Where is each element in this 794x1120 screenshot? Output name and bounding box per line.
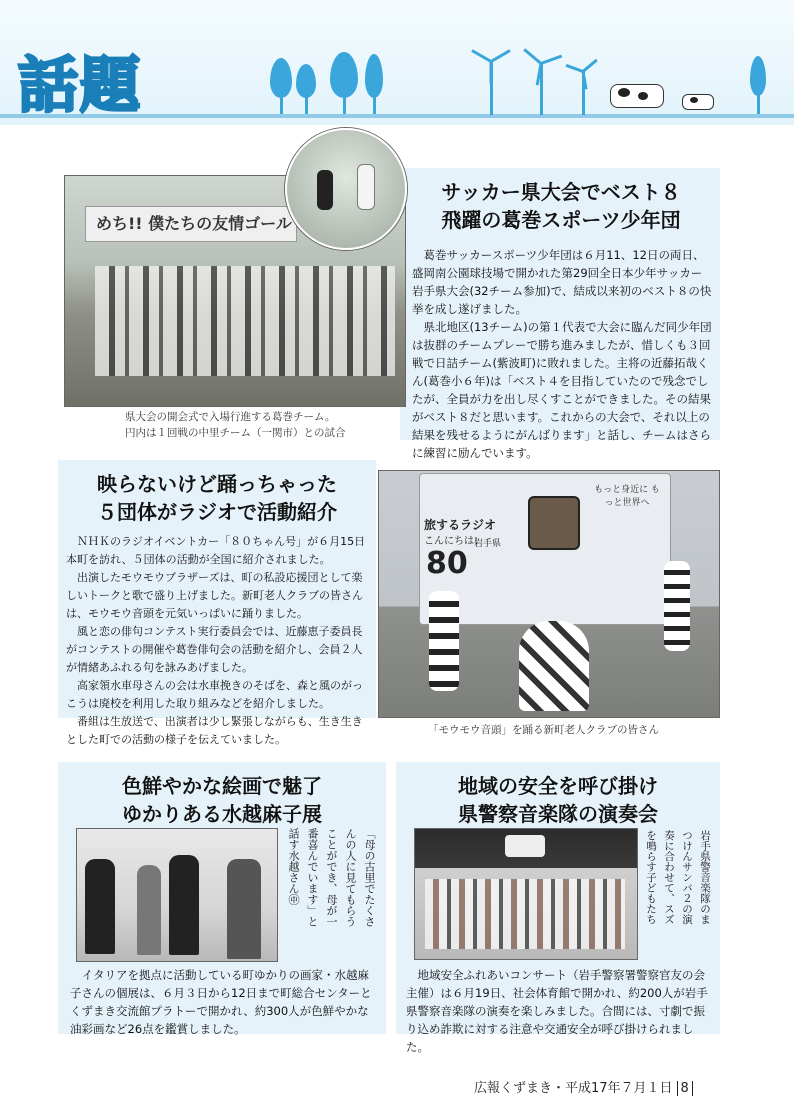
wind-turbine-icons: [460, 40, 620, 120]
page-number: 8: [677, 1081, 693, 1096]
art-exhibit-body: [70, 966, 376, 1038]
truck-label: 80: [426, 546, 468, 581]
police-band-side-caption: [638, 830, 714, 958]
page-title: 話題: [18, 51, 142, 121]
artist-quote: [283, 828, 379, 958]
quote-line: 話す水越さん㊥: [287, 828, 300, 905]
truck-label: もっと身近に もっと世界へ: [594, 485, 660, 508]
headline-line: 映らないけど踊っちゃった: [97, 472, 337, 496]
paragraph: イタリアを拠点に活動している町ゆかりの画家・水越麻子さんの個展は、６月３日から12日まで町総合センターとくずまき交流館プラトーで開かれ、約300人が色鮮やかな油彩画など26点を鑑賞しました。: [70, 968, 372, 1036]
caption-line: 奏に合わせて、スズ: [663, 830, 675, 925]
radio-photo-caption: 「モウモウ音頭」を踊る新町老人クラブの皆さん: [428, 724, 659, 736]
soccer-photo-caption: [125, 409, 400, 441]
page-footer: [474, 1077, 693, 1096]
soccer-headline: [408, 178, 714, 234]
caption-line: つけんサンバ２の演: [681, 830, 693, 925]
quote-line: んの人に見てもらう: [344, 828, 357, 927]
soccer-match-inset-photo: [285, 128, 407, 250]
art-exhibit-photo: [76, 828, 278, 962]
quote-line: 「母の古里でたくさ: [363, 828, 376, 927]
police-band-body: [406, 966, 714, 1056]
headline-line: サッカー県大会でベスト８: [441, 180, 681, 204]
art-exhibit-headline: [64, 772, 380, 828]
paragraph: 出演したモウモウブラザーズは、町の私設応援団として楽しいトークと歌で盛り上げました。新町老人クラブの皆さんは、モウモウ音頭を元気いっぱいに踊りました。: [66, 571, 363, 620]
cow-costume-dancer: [664, 561, 690, 651]
cow-icons: [606, 80, 726, 114]
quote-line: 番喜んでいます」と: [306, 828, 319, 927]
domo-kun-icon: [528, 496, 580, 550]
cow-costume-dancer: [519, 621, 589, 711]
paragraph: 風と恋の俳句コンテスト実行委員会では、近藤恵子委員長がコンテストの開催や葛巻俳句会の活動を紹介し、会員２人が情緒あふれる句を詠みあげました。: [66, 625, 363, 674]
person-figure: [137, 865, 161, 955]
team-banner: めち!! 僕たちの友情ゴール: [85, 206, 297, 242]
radio-article-body: [66, 533, 370, 749]
caption-line: 円内は１回戦の中里チーム（一関市）との試合: [125, 427, 346, 439]
person-figure: [85, 859, 115, 954]
person-figure: [169, 855, 199, 955]
headline-line: 県警察音楽隊の演奏会: [458, 802, 658, 826]
soccer-article-body: [412, 246, 712, 462]
truck-label: 岩手県: [474, 539, 502, 549]
headline-line: 飛躍の葛巻スポーツ少年団: [441, 208, 681, 232]
paragraph: 葛巻サッカースポーツ少年団は６月11、12日の両日、盛岡南公園球技場で開かれた第29回全日本少年サッカー岩手県大会(32チーム参加)で、結成以来初のベスト８の快挙を成し遂げました。: [412, 248, 712, 316]
radio-event-photo: [378, 470, 720, 718]
paragraph: 地域安全ふれあいコンサート（岩手警察署警察官友の会主催）は６月19日、社会体育館で開かれ、約200人が岩手県警察音楽隊の演奏を楽しみました。合間には、寸劇で振り込め詐欺に対する注意や交通安全が呼び掛けられました。: [406, 968, 708, 1054]
paragraph: 県北地区(13チーム)の第１代表で大会に臨んだ同少年団は抜群のチームプレーで勝ち進みましたが、惜しくも３回戦で日詰チーム(紫波町)に敗れました。主将の近藤拓哉くん(葛巻小６年)は「ベスト４を目指していたので残念でしたが、全員が力を出し尽くすことができました。その結果がベスト８だと思います。これからの大会で、それ以上の結果を残せるようにがんばります」と話し、チームはさらに練習に励んでいます。: [412, 320, 712, 460]
paragraph: 番組は生放送で、出演者は少し緊張しながらも、生き生きとした町での活動の様子を伝えていました。: [66, 715, 363, 746]
police-band-photo: [414, 828, 638, 960]
publication-name: 広報くずまき・平成17年７月１日: [474, 1081, 673, 1096]
headline-line: ゆかりある水越麻子展: [122, 802, 322, 826]
paragraph: ＮＨＫのラジオイベントカー「８０ちゃん号」が６月15日本町を訪れ、５団体の活動が全国に紹介されました。: [66, 535, 366, 566]
paragraph: 高家領水車母さんの会は水車挽きのそばを、森と風のがっこうは廃校を利用した取り組みなどを紹介しました。: [66, 679, 363, 710]
quote-line: ことができ、母が一: [325, 828, 338, 927]
caption-line: を鳴らす子どもたち: [645, 830, 657, 925]
truck-label: こんにちは!: [424, 536, 479, 547]
caption-line: 県大会の開会式で入場行進する葛巻チーム。: [125, 411, 336, 423]
headline-line: 色鮮やかな絵画で魅了: [122, 774, 322, 798]
headline-line: ５団体がラジオで活動紹介: [97, 500, 337, 524]
caption-line: 岩手県警音楽隊のま: [699, 830, 711, 925]
marching-players: [95, 266, 395, 376]
children-group: [425, 879, 625, 949]
truck-label: 旅するラジオ: [424, 518, 497, 532]
police-band-headline: [402, 772, 714, 828]
radio-headline: [64, 470, 370, 526]
headline-line: 地域の安全を呼び掛け: [458, 774, 658, 798]
emblem-icon: [505, 835, 545, 857]
cow-costume-dancer: [429, 591, 459, 691]
person-figure: [227, 859, 261, 959]
